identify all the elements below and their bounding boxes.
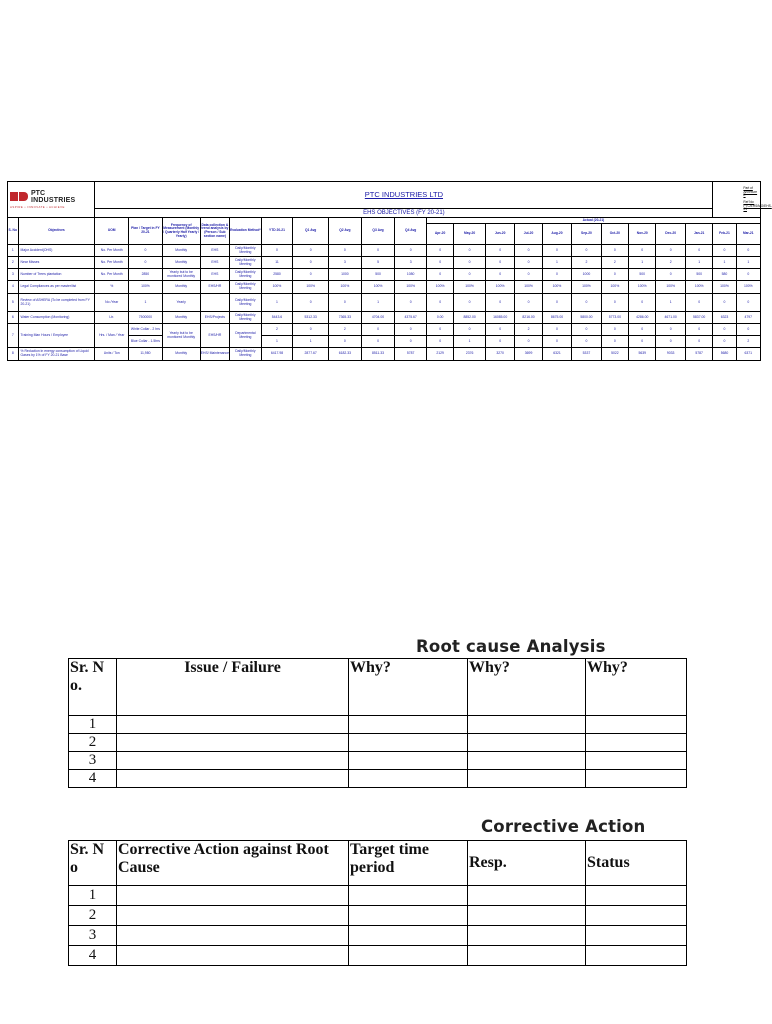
reference-number: Ref No: PTC/EHS/MO/EHS-01 (743, 200, 772, 212)
col-objectives: Objectives (18, 218, 95, 245)
col-month: Apr-20 (426, 224, 453, 245)
row-month-value: 1000 (572, 269, 601, 281)
col-ytd: YTD 20-21 (261, 218, 293, 245)
row-month-value: 5022 (601, 348, 628, 361)
row-eval: Daily/Monthly Meeting (230, 269, 262, 281)
row-value: 0 (293, 324, 329, 336)
row-month-value: 6321 (542, 348, 571, 361)
row-month-value: 8216.00 (515, 312, 542, 324)
row-frequency: Yearly but to be monitored Monthly (162, 324, 200, 348)
row-q4: 0 (395, 294, 427, 312)
table-row: 3 (69, 752, 687, 770)
table-row (8, 294, 761, 312)
table-row (8, 348, 761, 361)
row-month-value: 0 (542, 269, 571, 281)
row-month-value: 0 (454, 269, 486, 281)
row-month-value: 500 (629, 269, 656, 281)
row-uom: No /Year (95, 294, 129, 312)
row-month-value: 0 (426, 294, 453, 312)
row-month-value: 0 (601, 269, 628, 281)
row-month-value: 0 (515, 245, 542, 257)
row-plan: White Collar - 2 hrs (129, 324, 163, 336)
row-month-value: 4671.00 (656, 312, 685, 324)
row-month-value: 100% (685, 281, 713, 294)
row-ytd: 5443.6 (261, 312, 293, 324)
row-month-value: 100% (515, 281, 542, 294)
row-q3: 0 (361, 245, 395, 257)
row-month-value: 0 (485, 294, 514, 312)
row-eval: Daily/Monthly Meeting (230, 257, 262, 269)
table-row: 4 (69, 770, 687, 788)
rca-col-why-2: Why? (468, 659, 586, 716)
col-month: May-20 (454, 224, 486, 245)
row-month-value: 1 (656, 294, 685, 312)
row-uom: No. Per Month (95, 257, 129, 269)
row-month-value: 5773.00 (601, 312, 628, 324)
row-freq: Monthly (162, 245, 200, 257)
root-cause-title: Root cause Analysis (416, 637, 606, 656)
row-uom: % (95, 281, 129, 294)
table-row (8, 245, 761, 257)
col-month: Nov-20 (629, 224, 656, 245)
subtitle-cell (95, 209, 713, 218)
row-freq: Monthly (162, 312, 200, 324)
row-month-value: 0 (515, 294, 542, 312)
row-month-value: 0 (629, 336, 656, 348)
row-ytd: 11 (261, 257, 293, 269)
table-row (8, 257, 761, 269)
row-month-value: 0 (454, 257, 486, 269)
row-month-value: 100% (485, 281, 514, 294)
row-month-value: 0 (454, 324, 486, 336)
row-month-value: 0 (572, 336, 601, 348)
row-ytd: 2580 (261, 269, 293, 281)
row-by: EHS/Projects (200, 312, 229, 324)
row-month-value: 3270 (485, 348, 514, 361)
ca-col-srno: Sr. N o (69, 841, 117, 886)
row-month-value: 0 (542, 324, 571, 336)
row-q1: 100% (293, 281, 329, 294)
row-q2: 0 (329, 294, 362, 312)
row-month-value: 5680 (713, 348, 736, 361)
row-month-value: 0 (736, 294, 760, 312)
row-q1: 2877.67 (293, 348, 329, 361)
row-objective: % Reduction in energy consumption of Liquid Gases by 1% of FY 20-21 Base (18, 348, 95, 361)
ca-col-action: Corrective Action against Root Cause (117, 841, 349, 886)
row-q3: 5 (361, 257, 395, 269)
row-month-value: 0 (601, 336, 628, 348)
row-sno: 4 (8, 281, 19, 294)
row-q2: 100% (329, 281, 362, 294)
row-month-value: 100% (656, 281, 685, 294)
row-month-value: 0 (542, 336, 571, 348)
row-plan: 100% (129, 281, 163, 294)
row-eval: Daily/Monthly Meeting (230, 348, 262, 361)
rca-col-why-3: Why? (586, 659, 687, 716)
row-month-value: 0 (601, 245, 628, 257)
row-q3: 1 (361, 294, 395, 312)
row-q1: 0 (293, 269, 329, 281)
row-month-value: 100% (542, 281, 571, 294)
row-data-by: EHS/HR (200, 324, 229, 348)
col-month: Dec-20 (656, 224, 685, 245)
row-month-value: 4286.00 (629, 312, 656, 324)
row-month-value: 1 (454, 336, 486, 348)
row-evaluation: Departmental Meeting (230, 324, 262, 348)
row-value: 2 (329, 324, 362, 336)
row-month-value: 100% (713, 281, 736, 294)
row-plan: Blue Collar - 1.5hrs (129, 336, 163, 348)
col-frequency: Frequency of Measurement (Monthly / Quarterly Half Yearly / Yearly) (162, 218, 200, 245)
row-q4: 5787 (395, 348, 427, 361)
table-row: 1 (69, 716, 687, 734)
col-month: Oct-20 (601, 224, 628, 245)
row-month-value: 0.00 (426, 312, 453, 324)
row-objective: Training Man Hours / Employee (18, 324, 95, 348)
row-eval: Daily/Monthly Meeting (230, 312, 262, 324)
row-by: EHS (200, 269, 229, 281)
col-data-collection: Data collection & trend analysis by (Person / Sub section name) (200, 218, 229, 245)
row-q3: 4704.00 (361, 312, 395, 324)
row-value: 1 (261, 336, 293, 348)
ca-col-target: Target time period (349, 841, 468, 886)
row-value: 1 (293, 336, 329, 348)
row-month-value: 0 (426, 269, 453, 281)
row-freq: Monthly (162, 281, 200, 294)
table-row (8, 281, 761, 294)
col-month: Jan-21 (685, 224, 713, 245)
row-month-value: 8852.00 (454, 312, 486, 324)
row-month-value: 0 (601, 324, 628, 336)
row-month-value: 1 (685, 257, 713, 269)
row-eval: Daily/Monthly Meeting (230, 294, 262, 312)
row-uom: Units / Ton (95, 348, 129, 361)
row-plan: 0 (129, 257, 163, 269)
row-plan: 11,980 (129, 348, 163, 361)
row-sno: 6 (8, 312, 19, 324)
row-month-value: 5787 (685, 348, 713, 361)
row-freq: Yearly (162, 294, 200, 312)
col-month: Mar-21 (736, 224, 760, 245)
table-row: 1 (69, 886, 687, 906)
row-uom: Hrs. / Man / Year (95, 324, 129, 348)
row-q2: 7365.33 (329, 312, 362, 324)
rca-col-srno: Sr. N o. (69, 659, 117, 716)
row-q1: 5312.33 (293, 312, 329, 324)
row-month-value: 0 (426, 245, 453, 257)
col-actual: Actual (20-21) (426, 218, 760, 224)
row-month-value: 0 (426, 324, 453, 336)
row-objective: Near Misses (18, 257, 95, 269)
row-month-value: 1 (629, 257, 656, 269)
table-row (8, 324, 761, 336)
row-objective: Major Accident(OHS) (18, 245, 95, 257)
ptc-logo-icon (10, 192, 28, 201)
row-q1: 0 (293, 294, 329, 312)
row-month-value: 4797 (736, 312, 760, 324)
row-by: EHS/ Maintenance (200, 348, 229, 361)
row-month-value: 0 (656, 336, 685, 348)
col-month: Jul-20 (515, 224, 542, 245)
row-month-value: 6371 (736, 348, 760, 361)
row-month-value: 580 (713, 269, 736, 281)
row-month-value: 0 (485, 336, 514, 348)
row-sno: 5 (8, 294, 19, 312)
row-month-value: 9033 (656, 348, 685, 361)
row-sno: 2 (8, 257, 19, 269)
row-q2: 0 (329, 245, 362, 257)
row-month-value: 100% (454, 281, 486, 294)
row-month-value: 100% (736, 281, 760, 294)
row-month-value: 2 (515, 324, 542, 336)
row-month-value: 0 (542, 294, 571, 312)
row-month-value: 0 (572, 324, 601, 336)
row-value: 0 (329, 336, 362, 348)
row-month-value: 2 (656, 257, 685, 269)
row-month-value: 0 (736, 269, 760, 281)
row-month-value: 0 (713, 294, 736, 312)
row-ytd: 1 (261, 294, 293, 312)
row-month-value: 0 (629, 294, 656, 312)
row-value: 0 (361, 324, 395, 336)
row-sno: 7 (8, 324, 19, 348)
col-sno: S. No (8, 218, 19, 245)
col-month: Jun-20 (485, 224, 514, 245)
col-q4: Q4 Avg (395, 218, 427, 245)
row-month-value: 0 (515, 336, 542, 348)
col-q1: Q1 Avg (293, 218, 329, 245)
row-ytd: 0 (261, 245, 293, 257)
row-month-value: 0 (629, 245, 656, 257)
row-q4: 0 (395, 245, 427, 257)
row-q4: 100% (395, 281, 427, 294)
table-row: 4 (69, 946, 687, 966)
row-month-value: 0 (629, 324, 656, 336)
row-uom: No. Per Month (95, 269, 129, 281)
row-value: 0 (395, 336, 427, 348)
ca-col-resp: Resp. (468, 841, 586, 886)
row-by: EHS (200, 257, 229, 269)
col-q2: Q2 Avg (329, 218, 362, 245)
sheet-subtitle: EHS OBJECTIVES (FY 20-21) (363, 209, 445, 216)
row-month-value: 0 (713, 324, 736, 336)
row-month-value: 5800.00 (572, 312, 601, 324)
row-q2: 1000 (329, 269, 362, 281)
company-name: PTC INDUSTRIES LTD (364, 189, 443, 199)
row-by: EHS/HR (200, 281, 229, 294)
row-freq: Monthly (162, 348, 200, 361)
row-month-value: 2 (601, 257, 628, 269)
row-objective: Legal Compliances as per master/list (18, 281, 95, 294)
row-month-value: 0 (485, 324, 514, 336)
row-month-value: 0 (685, 324, 713, 336)
row-month-value: 0 (685, 336, 713, 348)
table-row: 3 (69, 926, 687, 946)
row-month-value: 100% (601, 281, 628, 294)
row-month-value: 0 (685, 245, 713, 257)
row-month-value: 6323 (713, 312, 736, 324)
row-month-value: 100% (572, 281, 601, 294)
row-by (200, 294, 229, 312)
row-uom: Ltr. (95, 312, 129, 324)
row-ytd: 6417.98 (261, 348, 293, 361)
col-plan: Plan / Target in FY 20-21 (129, 218, 163, 245)
table-row (8, 312, 761, 324)
row-month-value: 0 (656, 324, 685, 336)
row-freq: Monthly (162, 257, 200, 269)
row-uom: No. Per Month (95, 245, 129, 257)
col-evaluation: Evaluation Method* (230, 218, 262, 245)
col-month: Aug-20 (542, 224, 571, 245)
row-freq: Yearly but to be monitored Monthly (162, 269, 200, 281)
table-row (8, 269, 761, 281)
row-month-value: 100% (629, 281, 656, 294)
row-month-value: 2 (736, 336, 760, 348)
root-cause-header-row (69, 659, 687, 716)
row-month-value: 0 (736, 245, 760, 257)
row-month-value: 2376 (454, 348, 486, 361)
row-month-value: 1 (542, 257, 571, 269)
company-title-cell (95, 182, 713, 209)
root-cause-table (68, 658, 687, 788)
row-value: 0 (395, 324, 427, 336)
row-by: EHS (200, 245, 229, 257)
row-month-value: 0 (572, 294, 601, 312)
row-objective: Review of ASHERA (To be completed from FY 20-21) (18, 294, 95, 312)
row-plan: 0 (129, 245, 163, 257)
row-sno: 1 (8, 245, 19, 257)
row-month-value: 0 (542, 245, 571, 257)
col-month: Feb-21 (713, 224, 736, 245)
row-value: 0 (361, 336, 395, 348)
row-plan: 2850 (129, 269, 163, 281)
rca-col-why-1: Why? (349, 659, 468, 716)
row-plan: 1 (129, 294, 163, 312)
table-row: 2 (69, 734, 687, 752)
corrective-header-row (69, 841, 687, 886)
ehs-objectives-table (7, 181, 772, 361)
row-month-value: 0 (736, 324, 760, 336)
row-month-value: 0 (426, 257, 453, 269)
company-logo: PTC INDUSTRIES ASPIRE • INNOVATE • ACHIEVE (8, 182, 95, 218)
row-eval: Daily/Monthly Meeting (230, 245, 262, 257)
row-q4: 1080 (395, 269, 427, 281)
row-plan: 7500000 (129, 312, 163, 324)
row-month-value: 0 (685, 294, 713, 312)
row-month-value: 0 (656, 269, 685, 281)
ehs-objectives-sheet (7, 181, 772, 361)
row-month-value: 3699 (515, 348, 542, 361)
row-q1: 0 (293, 257, 329, 269)
table-row: 2 (69, 906, 687, 926)
row-month-value: 0 (713, 245, 736, 257)
row-q4: 3 (395, 257, 427, 269)
row-month-value: 0 (601, 294, 628, 312)
row-month-value: 0 (515, 269, 542, 281)
row-month-value: 0 (454, 294, 486, 312)
row-q3: 100% (361, 281, 395, 294)
row-month-value: 0 (485, 245, 514, 257)
row-month-value: 0 (454, 245, 486, 257)
row-q3: 500 (361, 269, 395, 281)
row-month-value: 0 (426, 336, 453, 348)
row-month-value: 1 (713, 257, 736, 269)
row-ytd: 100% (261, 281, 293, 294)
row-sno: 3 (8, 269, 19, 281)
row-q2: 6182.33 (329, 348, 362, 361)
row-value: 2 (261, 324, 293, 336)
row-month-value: 0 (485, 269, 514, 281)
row-sno: 8 (8, 348, 19, 361)
rca-col-issue: Issue / Failure (117, 659, 349, 716)
row-objective: Water Consumption (Monitoring) (18, 312, 95, 324)
ehs-table-body (8, 245, 761, 361)
corrective-action-title: Corrective Action (481, 817, 646, 836)
reference-cell (713, 182, 772, 218)
row-month-value: 5337 (572, 348, 601, 361)
row-month-value: 100% (426, 281, 453, 294)
row-month-value: 5639 (629, 348, 656, 361)
col-uom: UOM (95, 218, 129, 245)
row-month-value: 0 (713, 336, 736, 348)
row-month-value: 1 (736, 257, 760, 269)
row-month-value: 0 (485, 257, 514, 269)
corrective-action-table (68, 840, 687, 966)
row-month-value: 500 (685, 269, 713, 281)
row-q3: 8511.33 (361, 348, 395, 361)
row-q4: 4375.67 (395, 312, 427, 324)
row-month-value: 8675.00 (542, 312, 571, 324)
col-q3: Q3 Avg (361, 218, 395, 245)
row-month-value: 2129 (426, 348, 453, 361)
row-q1: 0 (293, 245, 329, 257)
row-month-value: 2 (572, 257, 601, 269)
row-objective: Number of Trees plantation (18, 269, 95, 281)
ca-col-status: Status (586, 841, 687, 886)
row-month-value: 5837.00 (685, 312, 713, 324)
row-month-value: 0 (656, 245, 685, 257)
reference-part: Part of Annexure E (743, 186, 758, 198)
row-eval: Daily/Monthly Meeting (230, 281, 262, 294)
row-month-value: 16085.00 (485, 312, 514, 324)
row-month-value: 0 (515, 257, 542, 269)
row-month-value: 0 (572, 245, 601, 257)
col-month: Sep-20 (572, 224, 601, 245)
row-q2: 3 (329, 257, 362, 269)
